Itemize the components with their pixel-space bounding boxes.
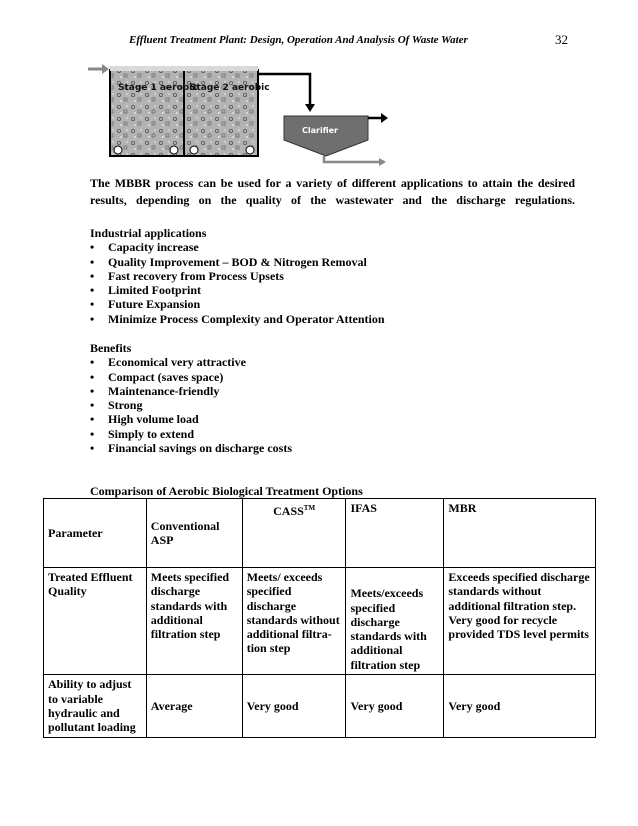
list-item-text: Limited Footprint bbox=[108, 283, 201, 298]
header-cass bbox=[242, 499, 346, 568]
benefits bbox=[90, 341, 292, 455]
row-parameter: Ability to adjust to variable hydraulic and pollutant loading bbox=[44, 675, 147, 738]
cell-conventional: Average bbox=[146, 675, 242, 738]
bullet: • bbox=[90, 254, 95, 269]
header-mbr: MBR bbox=[444, 499, 596, 568]
header-cass-text: CASS bbox=[273, 504, 304, 518]
header-title: Effluent Treatment Plant: Design, Operation And Analysis Of Waste Water bbox=[129, 34, 468, 46]
bullet: • bbox=[90, 297, 95, 312]
bullet: • bbox=[90, 355, 95, 370]
list-item bbox=[90, 255, 385, 269]
list-item bbox=[90, 283, 385, 297]
industrial-applications bbox=[90, 226, 385, 326]
list-item-text: Financial savings on discharge costs bbox=[108, 441, 293, 456]
row-parameter: Treated Effluent Quality bbox=[44, 568, 147, 675]
mbbr-process-diagram bbox=[88, 56, 388, 168]
industrial-list bbox=[90, 240, 385, 326]
table-caption: Comparison of Aerobic Biological Treatment Options bbox=[90, 484, 363, 498]
stage2-label: Stage 2 aerobic bbox=[190, 83, 270, 93]
benefits-heading: Benefits bbox=[90, 341, 132, 355]
list-item-text: Strong bbox=[108, 398, 143, 413]
trademark-mark: TM bbox=[303, 504, 316, 512]
list-item-text: Quality Improvement – BOD & Nitrogen Removal bbox=[108, 254, 367, 269]
benefits-list bbox=[90, 355, 292, 455]
bullet: • bbox=[90, 383, 95, 398]
cell-cass: Very good bbox=[242, 675, 346, 738]
list-item bbox=[90, 312, 385, 326]
bullet: • bbox=[90, 398, 95, 413]
table-row bbox=[44, 675, 596, 738]
sludge-arrow bbox=[324, 156, 386, 166]
bullet: • bbox=[90, 369, 95, 384]
list-item-text: Economical very attractive bbox=[108, 355, 246, 370]
list-item-text: Minimize Process Complexity and Operator Attention bbox=[108, 311, 385, 326]
cell-mbr: Very good bbox=[444, 675, 596, 738]
cell-conventional: Meets specified discharge standards with additional filtration step bbox=[146, 568, 242, 675]
bullet: • bbox=[90, 240, 95, 255]
list-item-text: High volume load bbox=[108, 412, 199, 427]
cell-ifas: Very good bbox=[346, 675, 444, 738]
bullet: • bbox=[90, 412, 95, 427]
list-item-text: Fast recovery from Process Upsets bbox=[108, 268, 284, 283]
page-number: 32 bbox=[555, 32, 568, 47]
cell-mbr: Exceeds specified discharge standards without additional filtration step. Very good for recycle provided TDS level permits bbox=[444, 568, 596, 675]
aeration-tank bbox=[110, 66, 270, 156]
inlet-arrow bbox=[88, 64, 109, 74]
list-item bbox=[90, 355, 292, 369]
list-item bbox=[90, 398, 292, 412]
table-header-row bbox=[44, 499, 596, 568]
list-item-text: Simply to extend bbox=[108, 426, 195, 441]
industrial-heading: Industrial applications bbox=[90, 226, 207, 240]
effluent-arrow bbox=[368, 113, 388, 123]
list-item-text: Capacity increase bbox=[108, 240, 199, 255]
bullet: • bbox=[90, 441, 95, 456]
clarifier-label: Clarifier bbox=[302, 126, 338, 135]
list-item bbox=[90, 384, 292, 398]
list-item bbox=[90, 412, 292, 426]
cell-cass: Meets/ exceeds specified discharge standards without additional filtra-tion step bbox=[242, 568, 346, 675]
table-row bbox=[44, 568, 596, 675]
header-ifas: IFAS bbox=[346, 499, 444, 568]
list-item-text: Maintenance-friendly bbox=[108, 383, 220, 398]
stage1-label: Stage 1 aerobic bbox=[118, 83, 198, 93]
bullet: • bbox=[90, 268, 95, 283]
list-item-text: Compact (saves space) bbox=[108, 369, 224, 384]
intro-paragraph: The MBBR process can be used for a variety of different applications to attain the desired results, depending on the quality of the wastewater and the discharge regulations. bbox=[90, 176, 575, 207]
list-item bbox=[90, 441, 292, 455]
comparison-table bbox=[43, 498, 596, 738]
list-item bbox=[90, 427, 292, 441]
list-item bbox=[90, 370, 292, 384]
bullet: • bbox=[90, 311, 95, 326]
outlet-pipe bbox=[258, 74, 315, 112]
clarifier bbox=[284, 116, 368, 156]
list-item bbox=[90, 297, 385, 311]
header-conventional: Conventional ASP bbox=[146, 499, 242, 568]
cell-ifas: Meets/exceeds specified discharge standards with additional filtration step bbox=[346, 568, 444, 675]
bullet: • bbox=[90, 283, 95, 298]
header-parameter: Parameter bbox=[44, 499, 147, 568]
list-item bbox=[90, 240, 385, 254]
list-item bbox=[90, 269, 385, 283]
list-item-text: Future Expansion bbox=[108, 297, 201, 312]
bullet: • bbox=[90, 426, 95, 441]
